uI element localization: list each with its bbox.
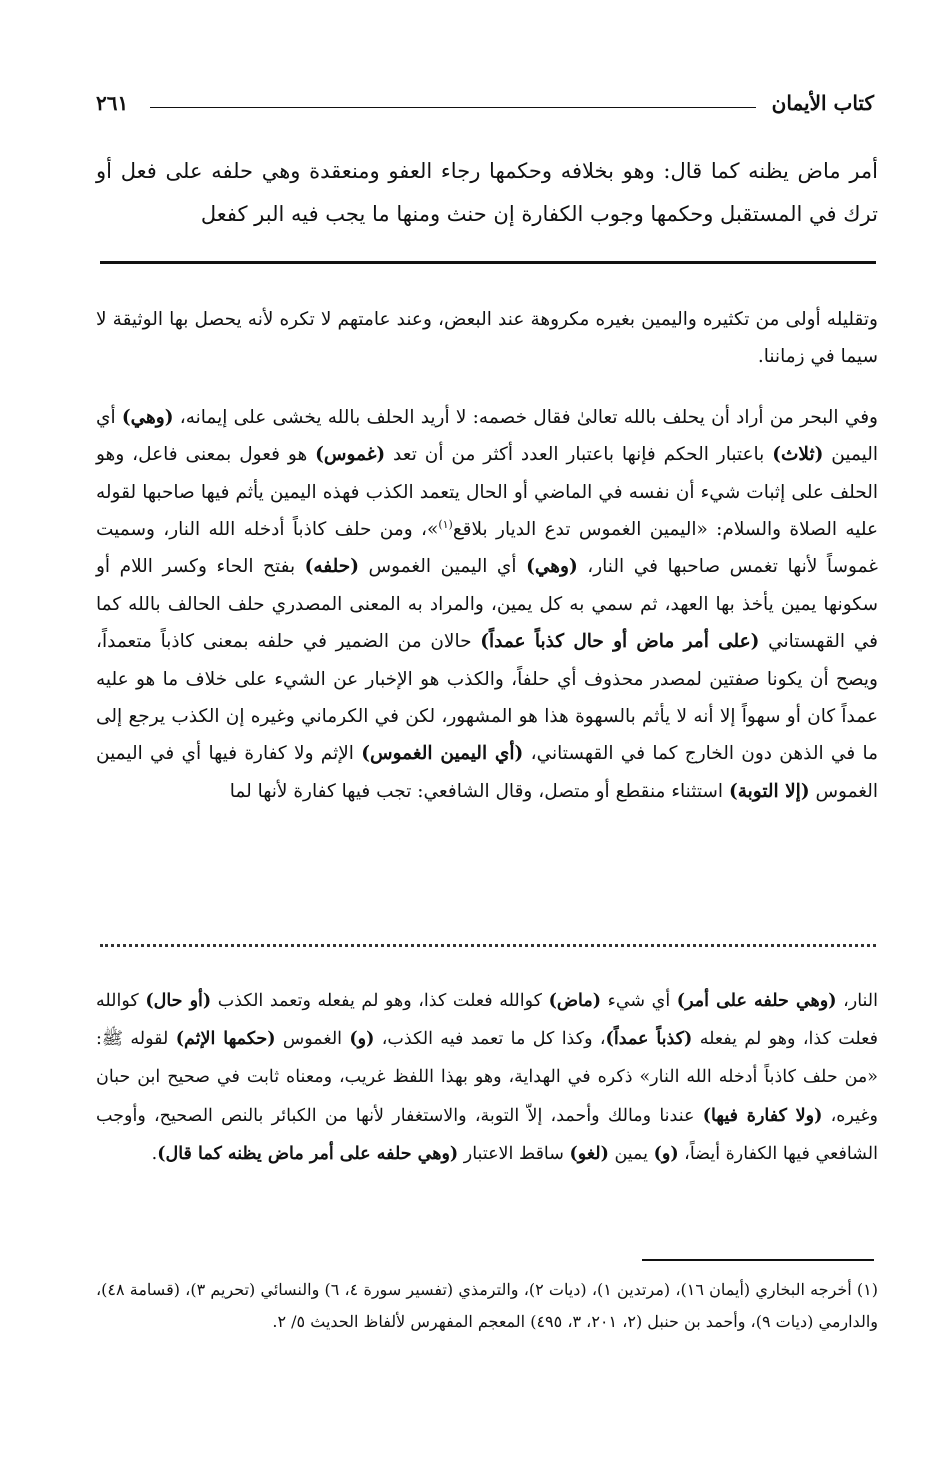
commentary-paragraph-2: [96, 399, 878, 810]
text-run: ساقط الاعتبار: [458, 1143, 570, 1164]
footnote-rule: [642, 1259, 874, 1261]
footnotes: [96, 1274, 878, 1338]
bold-matn-quote: (و): [653, 1143, 679, 1164]
text-run: النار،: [836, 991, 878, 1011]
bold-matn-quote: (أو حال): [145, 991, 212, 1011]
commentary-paragraph-1: وتقليله أولى من تكثيره واليمين بغيره مكروهة عند البعض، وعند عامتهم لا تكره لأنه يحصل بها الوثيقة لا سيما في زماننا.: [96, 309, 878, 368]
matn-text: [96, 150, 878, 236]
bold-matn-quote: (أي اليمين الغموس): [361, 743, 524, 765]
text-run: أي شيء: [601, 991, 677, 1011]
footnote-reference: (١): [438, 517, 453, 531]
bold-matn-quote: (غموس): [315, 444, 386, 466]
text-run: حالان من الضمير في حلفه بمعنى كاذباً متعمداً، ويصح أن يكونا صفتين لمصدر محذوف أي حلفاً، والكذب هو الإخبار عن الشيء على خلاف ما هو عليه عمداً كان أو سهواً إلا أنه لا يأثم بالسهوة هذا هو المشهور، لكن في الكرماني وغيره إن الكذب يرجع إلى ما في الذهن دون الخارج كما في القهستاني،: [96, 631, 879, 765]
marginal-paragraph: [96, 982, 878, 1173]
footnote-1: (١) أخرجه البخاري (أيمان ١٦)، (مرتدين ١)، (ديات ٢)، والترمذي (تفسير سورة ٤، ٦) والنسائي (تحريم ٣)، (قسامة ٤٨)، والدارمي (ديات ٩)، وأحمد بن حنبل (٢، ٢٠١، ٣، ٤٩٥) المعجم المفهرس لألفاظ الحديث ٥/ ٢.: [96, 1280, 879, 1331]
text-run: كوالله فعلت كذا، وهو لم يفعله: [96, 991, 878, 1050]
bold-matn-quote: (كذباً عمداً): [605, 1029, 693, 1050]
running-header: [96, 88, 874, 118]
text-run: استثناء منقطع أو متصل، وقال الشافعي: تجب فيها كفارة لأنها لما: [229, 780, 729, 802]
bold-matn-quote: (حكمها الإثم): [175, 1029, 276, 1050]
text-run: بفتح الحاء وكسر اللام أو سكونها يمين يأخذ بها العهد، ثم سمي به كل يمين، والمراد به المعنى المصدري حلف الحالف بالله كما في القهستاني: [96, 556, 878, 653]
bold-matn-quote: (و): [349, 1029, 375, 1050]
text-run: .: [151, 1143, 158, 1164]
text-run: »، ومن حلف كاذباً أدخله الله النار، وسميت غموساً لأنها تغمس صاحبها في النار،: [96, 519, 878, 578]
text-run: الغموس: [275, 1029, 350, 1050]
text-run: عندنا ومالك وأحمد، إلاّ التوبة، والاستغفار لأنها من الكبائر بالنص الصحيح، وأوجب الشافعي فيها الكفارة أيضاً،: [96, 1105, 878, 1164]
bold-matn-quote: (على أمر ماض أو حال كذباً عمداً): [480, 631, 760, 653]
text-run: الإثم ولا كفارة فيها أي في اليمين الغموس: [96, 743, 878, 802]
text-run: أي اليمين: [96, 406, 878, 466]
bold-matn-quote: (وهي): [121, 406, 174, 428]
text-run: يمين: [608, 1143, 654, 1164]
text-run: ، وكذا كل ما تعمد فيه الكذب،: [374, 1029, 606, 1050]
page-number: ٢٦١: [96, 91, 129, 115]
chapter-title: كتاب الأيمان: [771, 91, 874, 115]
bold-matn-quote: (إلا التوبة): [728, 780, 810, 802]
bold-matn-quote: (ولا كفارة فيها): [702, 1105, 823, 1126]
marginal-commentary: [96, 982, 878, 1173]
text-run: وفي البحر من أراد أن يحلف بالله تعالىٰ فقال خصمه: لا أريد الحلف بالله يخشى على إيمانه،: [173, 406, 878, 428]
matn-separator: [100, 261, 876, 264]
bold-matn-quote: (وهي حلفه على أمر): [676, 991, 837, 1011]
commentary-separator: [100, 944, 876, 947]
text-run: باعتبار الحكم فإنها باعتبار العدد أكثر من أن تعد: [385, 444, 773, 466]
bold-matn-quote: (حلفه): [304, 556, 359, 578]
header-rule: [150, 107, 756, 108]
text-run: أي اليمين الغموس: [358, 556, 527, 578]
matn-paragraph: أمر ماض يظنه كما قال: وهو بخلافه وحكمها رجاء العفو ومنعقدة وهي حلفه على فعل أو ترك في المستقبل وحكمها وجوب الكفارة إن حنث ومنها ما يجب فيه البر كفعل: [96, 159, 878, 226]
text-run: لقوله ﷺ: «من حلف كاذباً أدخله الله النار» ذكره في الهداية، وهو بهذا اللفظ غريب، ومعناه ثابت في صحيح ابن حبان وغيره،: [96, 1029, 878, 1126]
bold-matn-quote: (وهي حلفه على أمر ماض يظنه كما قال): [157, 1143, 459, 1164]
bold-matn-quote: (ثلاث): [772, 444, 824, 466]
commentary-text: [96, 301, 878, 810]
text-run: كوالله فعلت كذا، وهو لم يفعله وتعمد الكذب: [211, 991, 549, 1011]
bold-matn-quote: (لغو): [569, 1143, 609, 1164]
bold-matn-quote: (وهي): [526, 556, 578, 578]
bold-matn-quote: (ماض): [548, 991, 602, 1011]
text-run: هو فعول بمعنى فاعل، وهو الحلف على إثبات شيء أن نفسه في الماضي أو الحال يتعمد الكذب فهذه اليمين يأثم فيها صاحبها لقوله عليه الصلاة والسلام: «اليمين الغموس تدع الديار بلاقع: [96, 444, 878, 541]
